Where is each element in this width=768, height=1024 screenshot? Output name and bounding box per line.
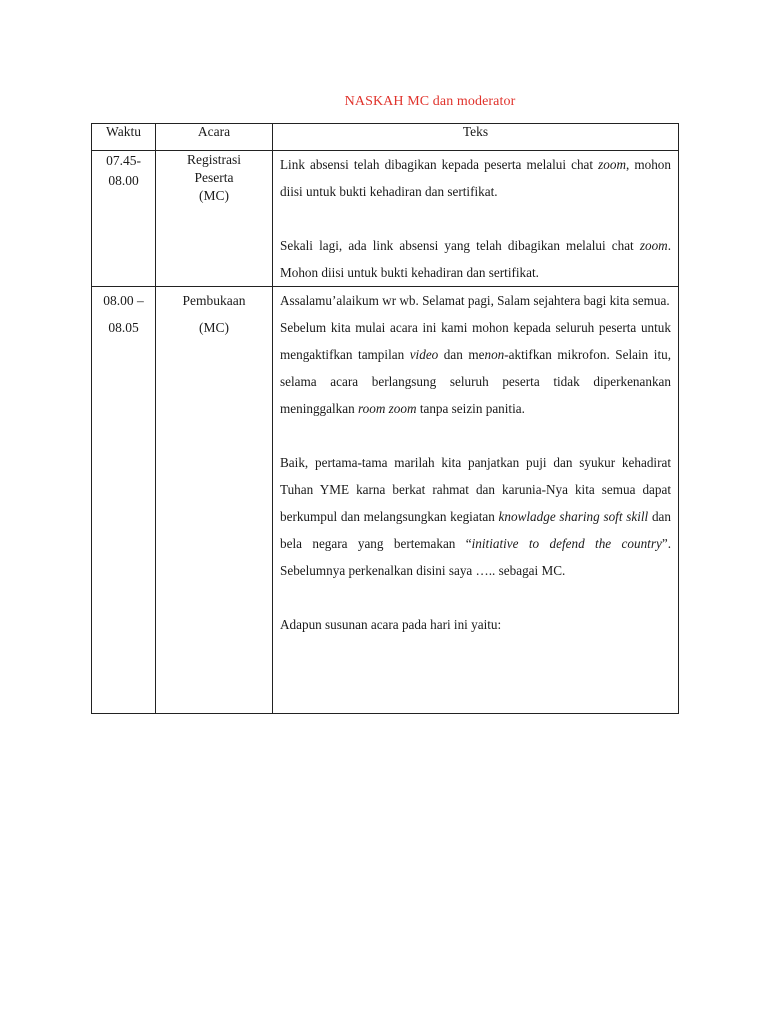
teks-paragraph [280, 449, 671, 584]
acara-line: Pembukaan [182, 293, 246, 308]
acara-role: (MC) [199, 188, 229, 203]
text-run: dan bela negara yang bertemakan “ [280, 509, 671, 551]
text-run: ”. Sebelumnya perkenalkan disini saya ….. sebagai MC. [280, 536, 671, 578]
text-run: -aktifkan mikrofon. Selain itu, selama acara berlangsung seluruh peserta tidak diperkenankan meninggalkan [280, 347, 672, 416]
text-run: Sebelum kita mulai acara ini kami mohon kepada seluruh peserta untuk mengaktifkan tampilan [280, 320, 671, 362]
italic-run: initiative to defend the country [471, 536, 662, 551]
text-run: , mohon diisi untuk bukti kehadiran dan sertifikat. [280, 157, 671, 199]
paragraph-gap [280, 205, 671, 232]
waktu-cell [92, 151, 156, 287]
document-title: NASKAH MC dan moderator [344, 94, 516, 109]
italic-run: zoom [598, 157, 626, 172]
teks-cell [273, 287, 679, 714]
text-run: tanpa seizin panitia. [416, 401, 525, 416]
paragraph-gap [280, 422, 671, 449]
acara-cell [156, 287, 273, 714]
acara-cell [156, 151, 273, 287]
text-run: Sekali lagi, ada link absensi yang telah dibagikan melalui chat [280, 238, 640, 253]
acara-line: Registrasi [187, 152, 241, 167]
waktu-end: 08.00 [108, 173, 139, 188]
teks-paragraph [280, 232, 671, 286]
teks-paragraph: Adapun susunan acara pada hari ini yaitu: [280, 617, 502, 632]
italic-run: room zoom [358, 401, 417, 416]
text-run: dan me [438, 347, 485, 362]
italic-run: zoom [639, 238, 668, 253]
mc-script-table [91, 123, 679, 714]
waktu-end: 08.05 [108, 320, 139, 335]
text-run: Baik, pertama-tama marilah kita panjatkan puji dan syukur kehadirat Tuhan YME karna berkat rahmat dan karunia-Nya kita semua dapat berkumpul dan melangsungkan kegiatan [280, 455, 671, 524]
table-row [92, 287, 679, 714]
text-run: Link absensi telah dibagikan kepada peserta melalui chat [280, 157, 599, 172]
table-row [92, 151, 679, 287]
waktu-start: 07.45- [106, 153, 141, 168]
table-header-row [92, 124, 679, 151]
italic-run: knowladge sharing soft skill [498, 509, 649, 524]
header-waktu: Waktu [92, 124, 156, 151]
teks-paragraph [280, 151, 671, 205]
waktu-cell [92, 287, 156, 714]
text-run: . Mohon diisi untuk bukti kehadiran dan sertifikat. [280, 238, 671, 280]
header-acara: Acara [156, 124, 273, 151]
waktu-start: 08.00 – [103, 293, 144, 308]
italic-run: non [484, 347, 505, 362]
header-teks: Teks [273, 124, 679, 151]
teks-paragraph: Assalamu’alaikum wr wb. Selamat pagi, Salam sejahtera bagi kita semua. [280, 293, 670, 308]
teks-paragraph [280, 314, 671, 422]
acara-line: Peserta [194, 170, 234, 185]
italic-run: video [409, 347, 439, 362]
teks-cell [273, 151, 679, 287]
acara-role: (MC) [199, 320, 229, 335]
paragraph-gap [280, 584, 671, 611]
